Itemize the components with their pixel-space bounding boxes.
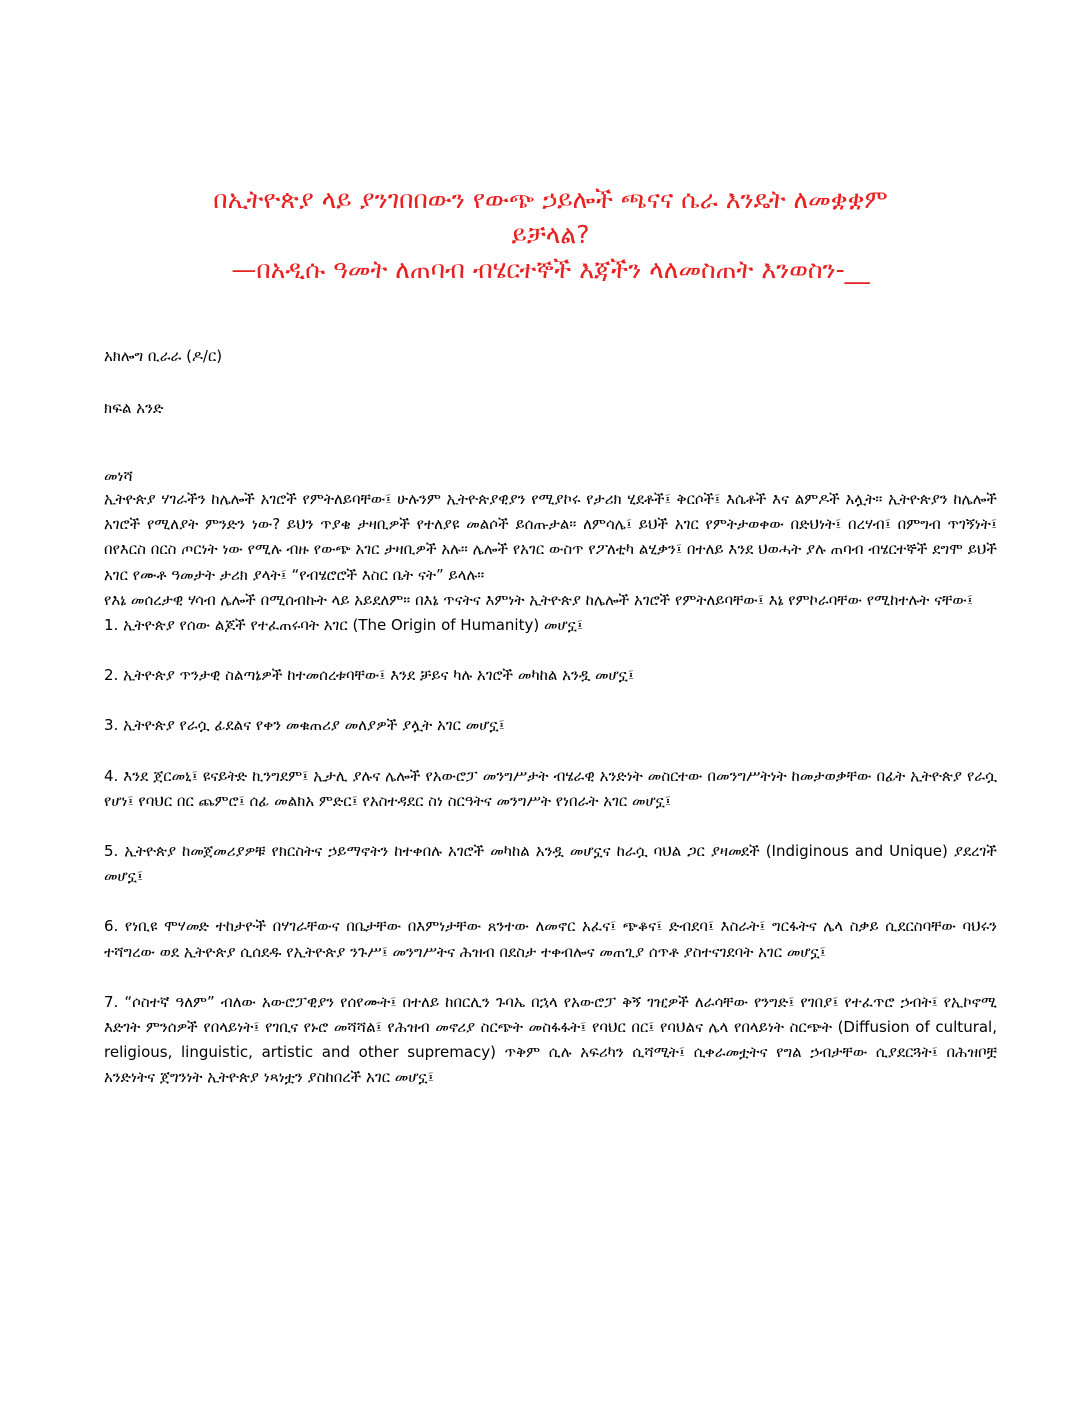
list-item: 2. ኢትዮጵያ ጥንታዊ ስልጣኔዎች ከተመሰረቱባቸው፤ እንደ ቻይና ካሉ አገሮች መካከል አንዷ መሆኗ፤ xyxy=(104,666,634,685)
list-item: 1. ኢትዮጵያ የሰው ልጆች የተፈጠሩባት አገር (The Origin of Humanity) መሆኗ፤ xyxy=(104,616,583,635)
part-label: ክፍል አንድ xyxy=(104,399,164,417)
title-line-3: —በአዲሱ ዓመት ለጠባብ ብሄርተኞች እጃችን ላለመስጠት እንወስን-__ xyxy=(231,255,870,284)
intro-paragraph: የእኔ መሰረታዊ ሃሳብ ሌሎች በሚሰብኩት ላይ አይደለም። በእኔ ጥናትና እምነት ኢትዮጵያ ከሌሎች አገሮች የምትለይባቸው፤ እኔ የምኮራባቸው የሚከተሉት ናቸው፤ xyxy=(104,590,973,609)
title-line-1: በኢትዮጵያ ላይ ያንገበበውን የውጭ ኃይሎች ጫናና ሴራ እንዴት ለመቋቋም xyxy=(213,185,888,214)
document-title xyxy=(104,182,997,287)
section-heading: መነሻ xyxy=(104,467,133,485)
list-item: 7. “ሶስተኛ ዓለም” ብለው አውሮፓዊያን የሰየሙት፤ በተለይ ከበርሊን ጉባኤ በኋላ የአውሮፓ ቅኝ ገዢዎች ለራሳቸው የንግድ፤ የገበያ፤ የተፈጥሮ ኃብት፤ የኢኮኖሚ እድገት ምንሰዎች የበላይነት፤ የገቢና የኑሮ መሻሻል፤ የሕዝብ መኖሪያ ስርጭት መስፋፋት፤ የባህር በር፤ የባህልና ሌላ የበላይነት ስርጭት (Diffusion of cultural, religious, linguistic, artistic and other supremacy) ጥቅም ሲሉ አፍሪካን ሲሻሚት፤ ሲቀራመቷትና የግል ኃብታቸው ሲያደርጓት፤ በሕዝቦቿ አንድነትና ጀግንነት ኢትዮጵያ ነጻነቷን ያስከበረች አገር መሆኗ፤ xyxy=(104,992,997,1087)
list-item: 3. ኢትዮጵያ የራሷ ፊደልና የቀን መቁጠሪያ መለያዎች ያሏት አገር መሆኗ፤ xyxy=(104,716,505,735)
intro-paragraph: ኢትዮጵያ ሃገራችን ከሌሎች አገሮች የምትለይባቸው፤ ሁሉንም ኢትዮጵያዊያን የሚያኮሩ የታሪክ ሂደቶች፤ ቅርሶች፤ እሴቶች እና ልምዶች አሏት። ኢትዮጵያን ከሌሎች አገሮች የሚለያት ምንድን ነው? ይህን ጥያቄ ታዛቢዎች የተለያዩ መልሶች ይሰጡታል። ለምሳሌ፤ ይህች አገር የምትታወቀው በድህነት፤ በረሃብ፤ በምግብ ጥገኝነት፤ በየእርስ በርስ ጦርነት ነው የሚሉ ብዙ የውጭ አገር ታዛቢዎች አሉ። ሌሎች የአገር ውስጥ የፖለቲካ ልሂቃን፤ በተለይ እንደ ህወሓት ያሉ ጠባብ ብሄርተኞች ደግሞ ይህች አገር የሙቶ ዓመታት ታሪክ ያላት፤ “የብሄሮሮች እስር ቤት ናት” ይላሉ። xyxy=(104,490,997,584)
list-item: 5. ኢትዮጵያ ከመጀመሪያዎቹ የክርስትና ኃይማኖትን ከተቀበሉ አገሮች መካከል አንዷ መሆኗና ከራሷ ባህል ጋር ያዛመደች (Indiginous and Unique) ያደረገች መሆኗ፤ xyxy=(104,842,997,886)
list-item: 4. እንደ ጀርመኒ፤ ዩናይትድ ኪንግደም፤ ኢታሊ ያሉና ሌሎች የአውሮፓ መንግሥታት ብሄራዊ አንድነት መስርተው በመንግሥትነት ከመታወቃቸው በፊት ኢትዮጵያ የራሷ የሆነ፤ የባህር በር ጨምሮ፤ ሰፊ መልክአ ምድር፤ የአስተዳደር ስነ ስርዓትና መንግሥት የነበራት አገር መሆኗ፤ xyxy=(104,766,997,810)
author-byline: አክሎግ ቢራራ (ዶ/ር) xyxy=(104,347,223,365)
list-item: 6. የነቢዩ ሞሃመድ ተከታዮች በሃገራቸውና በቤታቸው በእምነታቸው ጸንተው ለመኖር አፈና፤ ጭቆና፤ ድብደባ፤ እስራት፤ ግርፋትና ሌላ ስቃይ ሲደርስባቸው ባህሩን ተሻግረው ወደ ኢትዮጵያ ሲሰደዱ የኢትዮጵያ ንጉሥ፤ መንግሥትና ሕዝብ በደስታ ተቀብሎና መጠጊያ ሰጥቶ ያስተናገደባት አገር መሆኗ፤ xyxy=(104,917,997,961)
title-line-2: ይቻላል? xyxy=(511,220,590,249)
